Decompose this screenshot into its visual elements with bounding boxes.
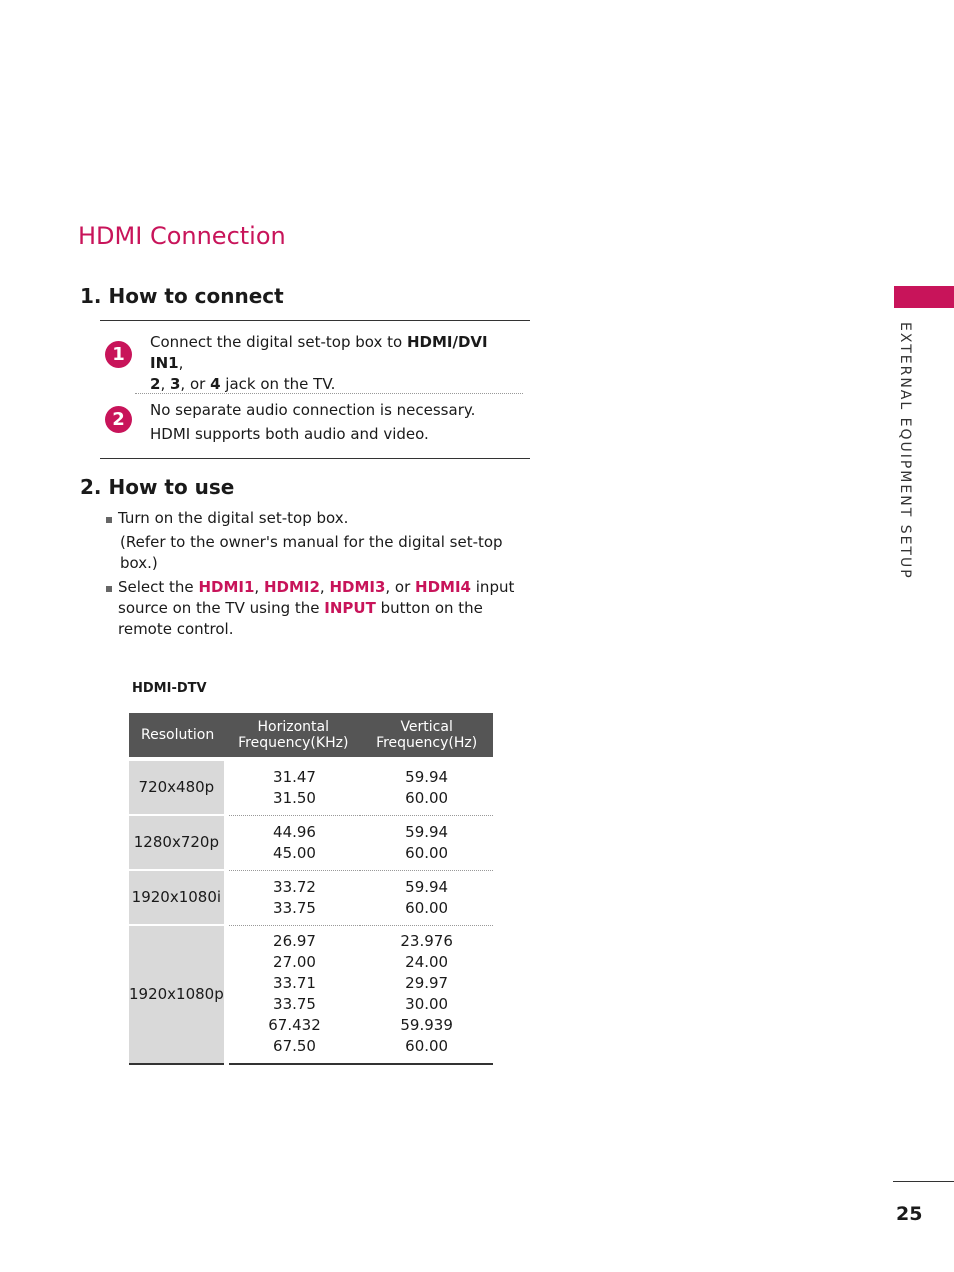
jack-label: 2 [150,375,161,393]
bullet-text: input source on the TV using the [118,578,515,617]
list-item [106,577,516,640]
frequency-value: 44.96 [273,822,316,841]
frequency-value: 30.00 [405,995,449,1014]
frequency-value: 27.00 [273,953,316,972]
input-label: HDMI4 [415,578,471,596]
step-1-text [150,332,525,395]
frequency-value: 26.97 [273,932,316,951]
frequency-value: 31.47 [273,767,316,786]
bullet-square-icon [106,517,112,523]
frequency-value: 59.94 [405,822,449,841]
list-item [106,508,516,574]
table-row [129,870,493,925]
frequency-value: 33.71 [273,974,316,993]
header-text: Frequency(KHz) [238,735,349,751]
vertical-frequency-cell [360,870,493,925]
resolution-cell: 1920x1080i [129,870,226,925]
section-top-rule [100,320,530,321]
frequency-value: 60.00 [405,898,449,917]
input-label: HDMI1 [198,578,255,596]
jack-label: 4 [210,375,221,393]
separator: , or [180,375,211,393]
horizontal-frequency-cell [226,870,360,925]
header-horizontal [226,713,360,757]
step-1-text-b: jack on the TV. [220,375,336,393]
step-number-badge: 2 [105,406,132,433]
frequency-value: 60.00 [405,788,449,807]
frequency-value: 59.94 [405,767,449,786]
table-label: HDMI-DTV [132,681,207,696]
frequency-value: 31.50 [273,788,316,807]
frequency-value: 33.75 [273,995,316,1014]
frequency-value: 23.976 [400,932,453,951]
table-row [129,925,493,1064]
input-label: HDMI3 [329,578,386,596]
input-label: HDMI2 [263,578,320,596]
separator: , [178,354,184,372]
bullet-text: Select the [118,578,199,596]
resolution-cell: 1920x1080p [129,925,226,1064]
header-vertical [360,713,493,757]
how-to-use-list [106,508,516,643]
jack-label: 3 [169,375,181,393]
frequency-value: 60.00 [405,843,449,862]
resolution-cell: 720x480p [129,761,226,815]
bullet-subtext: (Refer to the owner's manual for the digital set-top box.) [120,533,503,572]
section-tab-marker [894,286,954,308]
jack-label: HDMI/DVI IN1 [150,333,488,372]
frequency-table [129,713,493,1065]
header-resolution: Resolution [129,713,226,757]
frequency-value: 67.50 [273,1037,316,1056]
frequency-value: 33.72 [273,877,316,896]
header-text: Frequency(Hz) [376,735,478,751]
step-1-text-a: Connect the digital set-top box to [150,333,407,351]
step-2-line-1: No separate audio connection is necessary. [150,401,476,419]
bullet-square-icon [106,586,112,592]
frequency-value: 59.939 [400,1016,453,1035]
frequency-value: 59.94 [405,877,449,896]
section-heading-how-to-connect: 1. How to connect [80,284,284,308]
horizontal-frequency-cell [226,761,360,815]
step-divider [135,393,523,394]
side-section-label: EXTERNAL EQUIPMENT SETUP [897,322,913,580]
page-title: HDMI Connection [78,222,286,250]
bullet-text: Turn on the digital set-top box. [118,509,349,527]
separator: , or [385,578,416,596]
frequency-value: 29.97 [405,974,449,993]
resolution-cell: 1280x720p [129,815,226,870]
vertical-frequency-cell [360,925,493,1064]
page-number: 25 [896,1203,923,1225]
frequency-value: 67.432 [268,1016,321,1035]
step-number-badge: 1 [105,341,132,368]
section-heading-how-to-use: 2. How to use [80,475,235,499]
frequency-value: 60.00 [405,1037,449,1056]
vertical-frequency-cell [360,761,493,815]
button-label: INPUT [324,599,376,617]
frequency-value: 24.00 [405,953,449,972]
table-row [129,815,493,870]
page-number-rule [893,1181,954,1182]
step-2-line-2: HDMI supports both audio and video. [150,425,429,443]
frequency-value: 45.00 [273,843,316,862]
frequency-value: 33.75 [273,898,316,917]
horizontal-frequency-cell [226,815,360,870]
separator: , [319,578,330,596]
header-text: Vertical [400,719,453,735]
step-2-text [150,400,525,445]
separator: , [254,578,264,596]
section-bottom-rule [100,458,530,459]
header-text: Horizontal [257,719,329,735]
separator: , [160,375,170,393]
vertical-frequency-cell [360,815,493,870]
bullet-text: button on the remote control. [118,599,483,638]
table-row [129,761,493,815]
table-body [129,757,493,1064]
table-header-row [129,713,493,757]
horizontal-frequency-cell [226,925,360,1064]
